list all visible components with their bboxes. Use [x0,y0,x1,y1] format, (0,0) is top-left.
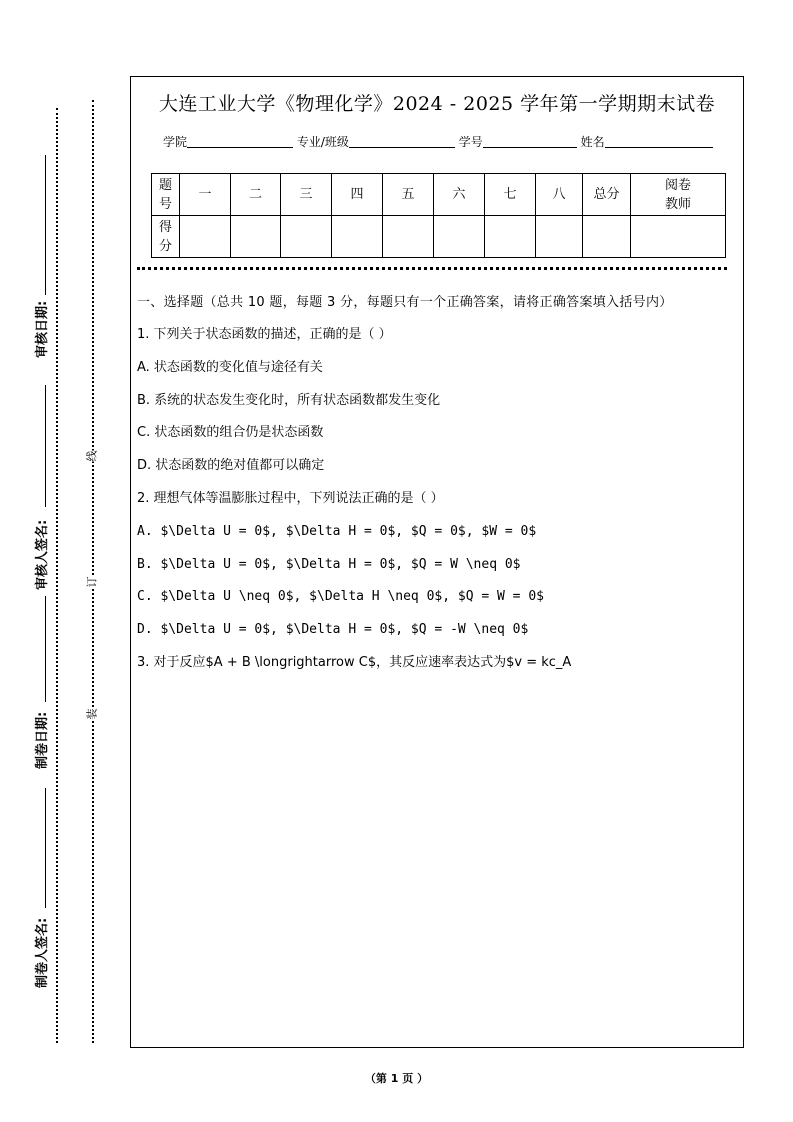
score-cell[interactable] [332,216,383,258]
reviewer-signature-line [45,385,46,507]
total-score-cell[interactable] [583,216,631,258]
dotted-separator [137,267,727,270]
exam-title: 大连工业大学《物理化学》2024 - 2025 学年第一学期期末试卷 [158,93,716,115]
student-id-label: 学号 [458,135,483,149]
col-header: 七 [485,174,536,216]
col-header: 三 [281,174,332,216]
name-label: 姓名 [580,135,605,149]
prep-date-label: 制卷日期: [35,711,50,769]
review-date-label: 审核日期: [35,300,50,358]
option-line: D. $\Delta U = 0$, $\Delta H = 0$, $Q = -W \neq 0$ [137,622,529,638]
binding-dotted-line-outer [56,108,58,1043]
option-line: B. $\Delta U = 0$, $\Delta H = 0$, $Q = W \neq 0$ [137,556,521,572]
option-line: D. 状态函数的绝对值都可以确定 [137,458,325,474]
score-row-header: 得 分 [152,216,180,258]
option-line: C. 状态函数的组合仍是状态函数 [137,425,324,441]
prep-date-line [45,596,46,702]
reviewer-header: 阅卷 教师 [631,174,726,216]
col-header: 五 [383,174,434,216]
college-field[interactable] [187,135,293,148]
col-header: 六 [434,174,485,216]
option-line: C. $\Delta U \neq 0$, $\Delta H \neq 0$, $Q = W = 0$ [137,589,544,605]
bind-char-bind: 装 [85,708,99,720]
question-line: 1. 下列关于状态函数的描述，正确的是（ ） [137,327,392,342]
major-field[interactable] [349,135,455,148]
bind-char-staple: 订 [85,576,99,588]
preparer-signature-label: 制卷人签名: [35,917,50,988]
bind-char-line: 线 [85,450,99,462]
score-cell[interactable] [536,216,583,258]
col-header: 一 [180,174,231,216]
score-cell[interactable] [383,216,434,258]
review-date-line [45,155,46,295]
score-table-header-row [152,174,726,216]
total-header: 总分 [583,174,631,216]
college-label: 学院 [163,135,188,149]
score-cell[interactable] [231,216,281,258]
score-cell[interactable] [485,216,536,258]
score-cell[interactable] [180,216,231,258]
student-info-row [163,133,713,150]
student-id-field[interactable] [483,135,577,148]
reviewer-signature-label: 审核人签名: [35,519,50,590]
score-table [151,173,726,258]
reviewer-cell[interactable] [631,216,726,258]
col-header: 八 [536,174,583,216]
option-line: A. $\Delta U = 0$, $\Delta H = 0$, $Q = 0$, $W = 0$ [137,523,537,539]
score-table-score-row [152,216,726,258]
page-number: （第 1 页 ） [364,1072,429,1085]
section-instruction: 一、选择题（总共 10 题，每题 3 分，每题只有一个正确答案，请将正确答案填入括号内） [137,295,673,310]
name-field[interactable] [605,135,713,148]
col-header: 二 [231,174,281,216]
score-cell[interactable] [434,216,485,258]
question-line: 3. 对于反应$A + B \longrightarrow C$，其反应速率表达式为$v = kc_A [137,654,572,670]
section-choice-questions [137,292,739,685]
major-label: 专业/班级 [296,135,349,149]
question-number-header: 题 号 [152,174,180,216]
question-line: 2. 理想气体等温膨胀过程中，下列说法正确的是（ ） [137,490,444,506]
exam-frame [130,76,744,1048]
score-cell[interactable] [281,216,332,258]
option-line: B. 系统的状态发生变化时，所有状态函数都发生变化 [137,392,441,408]
binding-dotted-line-inner [92,100,94,1043]
col-header: 四 [332,174,383,216]
option-line: A. 状态函数的变化值与途径有关 [137,359,323,375]
preparer-signature-line [45,788,46,908]
